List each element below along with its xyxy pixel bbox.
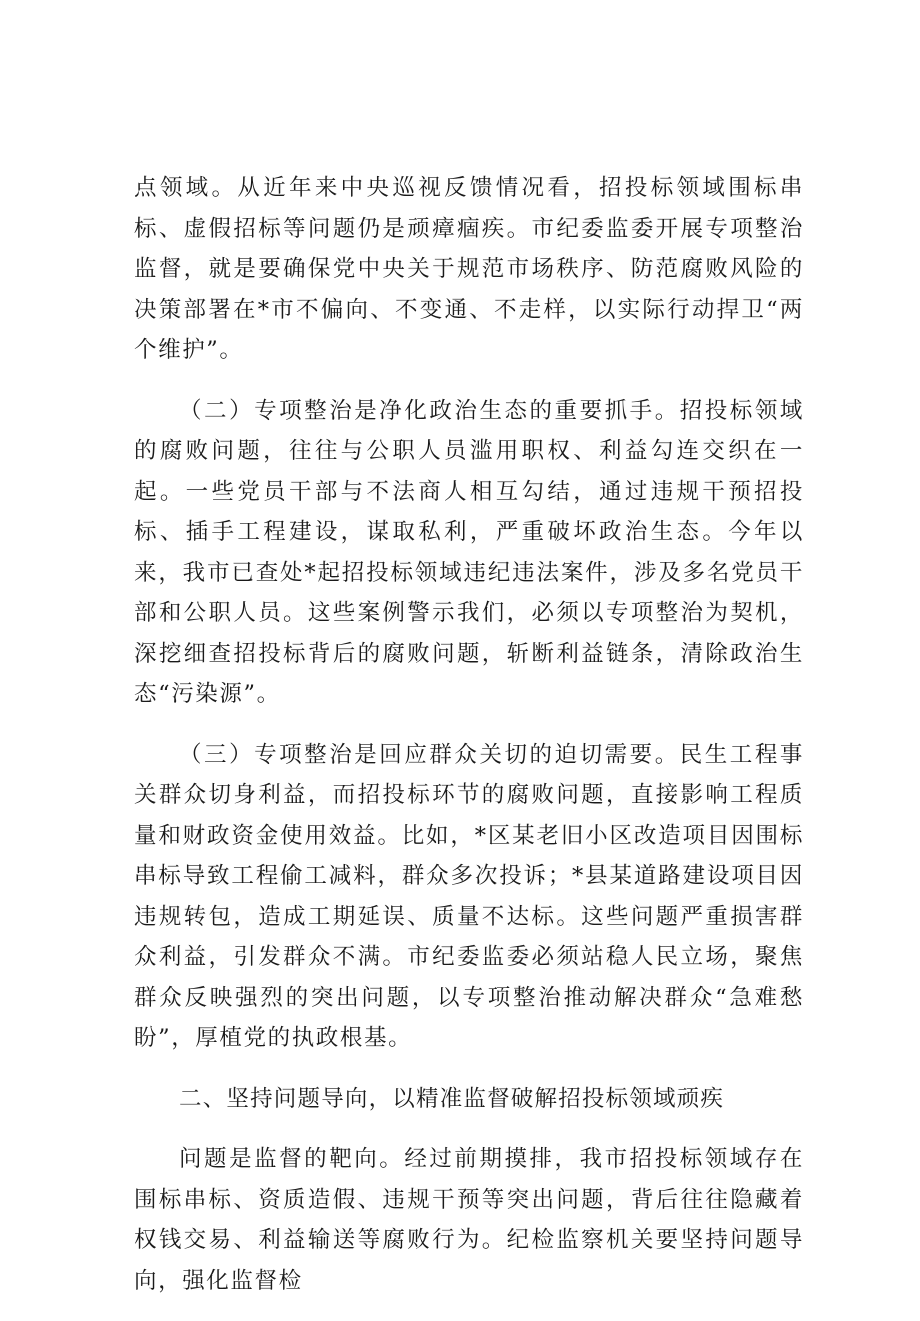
document-body (134, 168, 804, 1321)
section-heading-two: 二、坚持问题导向，以精准监督破解招投标领域顽疾 (179, 1085, 725, 1112)
paragraph-section-three: （三）专项整治是回应群众关切的迫切需要。民生工程事关群众切身利益，而招投标环节的腐败问题，直接影响工程质量和财政资金使用效益。比如，*区某老旧小区改造项目因围标串标导致工程偷工减料，群众多次投诉；*县某道路建设项目因违规转包，造成工期延误、质量不达标。这些问题严重损害群众利益，引发群众不满。市纪委监委必须站稳人民立场，聚焦群众反映强烈的突出问题，以专项整治推动解决群众“急难愁盼”，厚植党的执政根基。 (134, 741, 804, 1051)
paragraph-continuation: 点领域。从近年来中央巡视反馈情况看，招投标领域围标串标、虚假招标等问题仍是顽瘴痼疾。市纪委监委开展专项整治监督，就是要确保党中央关于规范市场秩序、防范腐败风险的决策部署在*市不偏向、不变通、不走样，以实际行动捍卫“两个维护”。 (134, 175, 804, 363)
paragraph-problem-orientation: 问题是监督的靶向。经过前期摸排，我市招投标领域存在围标串标、资质造假、违规干预等突出问题，背后往往隐藏着权钱交易、利益输送等腐败行为。纪检监察机关要坚持问题导向，强化监督检 (134, 1146, 804, 1294)
paragraph-section-two: （二）专项整治是净化政治生态的重要抓手。招投标领域的腐败问题，往往与公职人员滥用职权、利益勾连交织在一起。一些党员干部与不法商人相互勾结，通过违规干预招投标、插手工程建设，谋取私利，严重破坏政治生态。今年以来，我市已查处*起招投标领域违纪违法案件，涉及多名党员干部和公职人员。这些案例警示我们，必须以专项整治为契机，深挖细查招投标背后的腐败问题，斩断利益链条，清除政治生态“污染源”。 (134, 397, 804, 707)
